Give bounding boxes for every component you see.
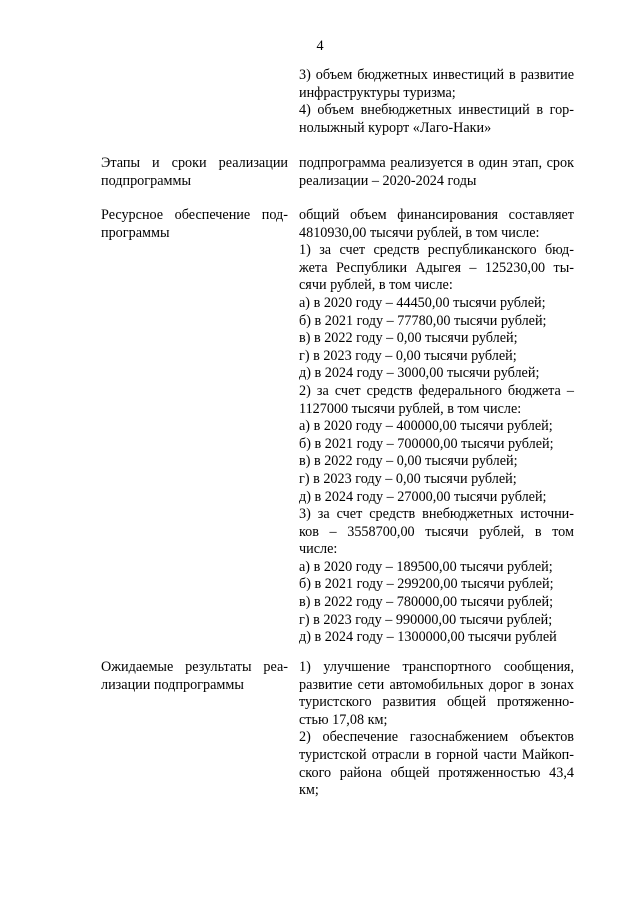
text-line: 2) за счет средств федерального бюджета –	[299, 382, 574, 399]
stages-value	[299, 155, 574, 190]
text-line: сячи рублей, в том числе:	[299, 277, 453, 294]
text-line: туристского развития общей протяженно-	[299, 694, 574, 711]
text-line: 3) за счет средств внебюджетных источни-	[299, 506, 574, 523]
label-line: Ресурсное обеспечение под-	[101, 207, 288, 223]
label-line: подпрограммы	[101, 172, 191, 189]
resources-value	[299, 207, 574, 647]
text-line: а) в 2020 году – 400000,00 тысячи рублей;	[299, 418, 553, 435]
stages-label	[101, 155, 288, 190]
text-line: туристской отрасли в горной части Майкоп-	[299, 746, 574, 763]
text-line: развитие сети автомобильных дорог в зонах	[299, 676, 574, 693]
text-line: ков – 3558700,00 тысячи рублей, в том	[299, 523, 574, 540]
text-line: а) в 2020 году – 189500,00 тысячи рублей;	[299, 558, 553, 575]
text-line: км;	[299, 782, 319, 799]
results-value	[299, 659, 574, 800]
text-line: подпрограмма реализуется в один этап, срок	[299, 155, 574, 171]
results-label	[101, 659, 288, 694]
page-number: 4	[316, 38, 324, 54]
text-line: г) в 2023 году – 0,00 тысячи рублей;	[299, 470, 517, 487]
text-line: д) в 2024 году – 1300000,00 тысячи рублей	[299, 629, 557, 646]
text-line: д) в 2024 году – 27000,00 тысячи рублей;	[299, 488, 547, 505]
text-line: 3) объем бюджетных инвестиций в развитие	[299, 67, 574, 83]
text-line: д) в 2024 году – 3000,00 тысячи рублей;	[299, 365, 540, 382]
text-line: инфраструктуры туризма;	[299, 84, 456, 101]
text-line: числе:	[299, 541, 338, 558]
label-line: Ожидаемые результаты реа-	[101, 659, 288, 675]
text-line: реализации – 2020-2024 годы	[299, 172, 477, 189]
text-line: 4) объем внебюджетных инвестиций в гор-	[299, 102, 574, 119]
text-line: б) в 2021 году – 77780,00 тысячи рублей;	[299, 312, 547, 329]
text-line: ского района общей протяженностью 43,4	[299, 764, 574, 781]
resources-label	[101, 207, 288, 242]
text-line: 1) улучшение транспортного сообщения,	[299, 659, 574, 675]
text-line: нолыжный курорт «Лаго-Наки»	[299, 119, 492, 136]
label-line: программы	[101, 224, 170, 241]
text-line: жета Республики Адыгея – 125230,00 ты-	[299, 259, 574, 276]
text-line: стью 17,08 км;	[299, 711, 388, 728]
text-line: 4810930,00 тысячи рублей, в том числе:	[299, 224, 540, 241]
text-line: б) в 2021 году – 700000,00 тысячи рублей;	[299, 435, 554, 452]
label-line: Этапы и сроки реализации	[101, 155, 288, 171]
continuation-value	[299, 67, 574, 137]
text-line: общий объем финансирования составляет	[299, 207, 574, 223]
text-line: г) в 2023 году – 990000,00 тысячи рублей;	[299, 611, 553, 628]
text-line: б) в 2021 году – 299200,00 тысячи рублей;	[299, 576, 554, 593]
label-line: лизации подпрограммы	[101, 676, 244, 693]
text-line: в) в 2022 году – 780000,00 тысячи рублей;	[299, 594, 554, 611]
text-line: а) в 2020 году – 44450,00 тысячи рублей;	[299, 294, 546, 311]
text-line: в) в 2022 году – 0,00 тысячи рублей;	[299, 453, 518, 470]
text-line: 1127000 тысячи рублей, в том числе:	[299, 400, 522, 417]
text-line: в) в 2022 году – 0,00 тысячи рублей;	[299, 330, 518, 347]
text-line: 2) обеспечение газоснабжением объектов	[299, 729, 574, 746]
text-line: г) в 2023 году – 0,00 тысячи рублей;	[299, 347, 517, 364]
text-line: 1) за счет средств республиканского бюд-	[299, 242, 574, 259]
